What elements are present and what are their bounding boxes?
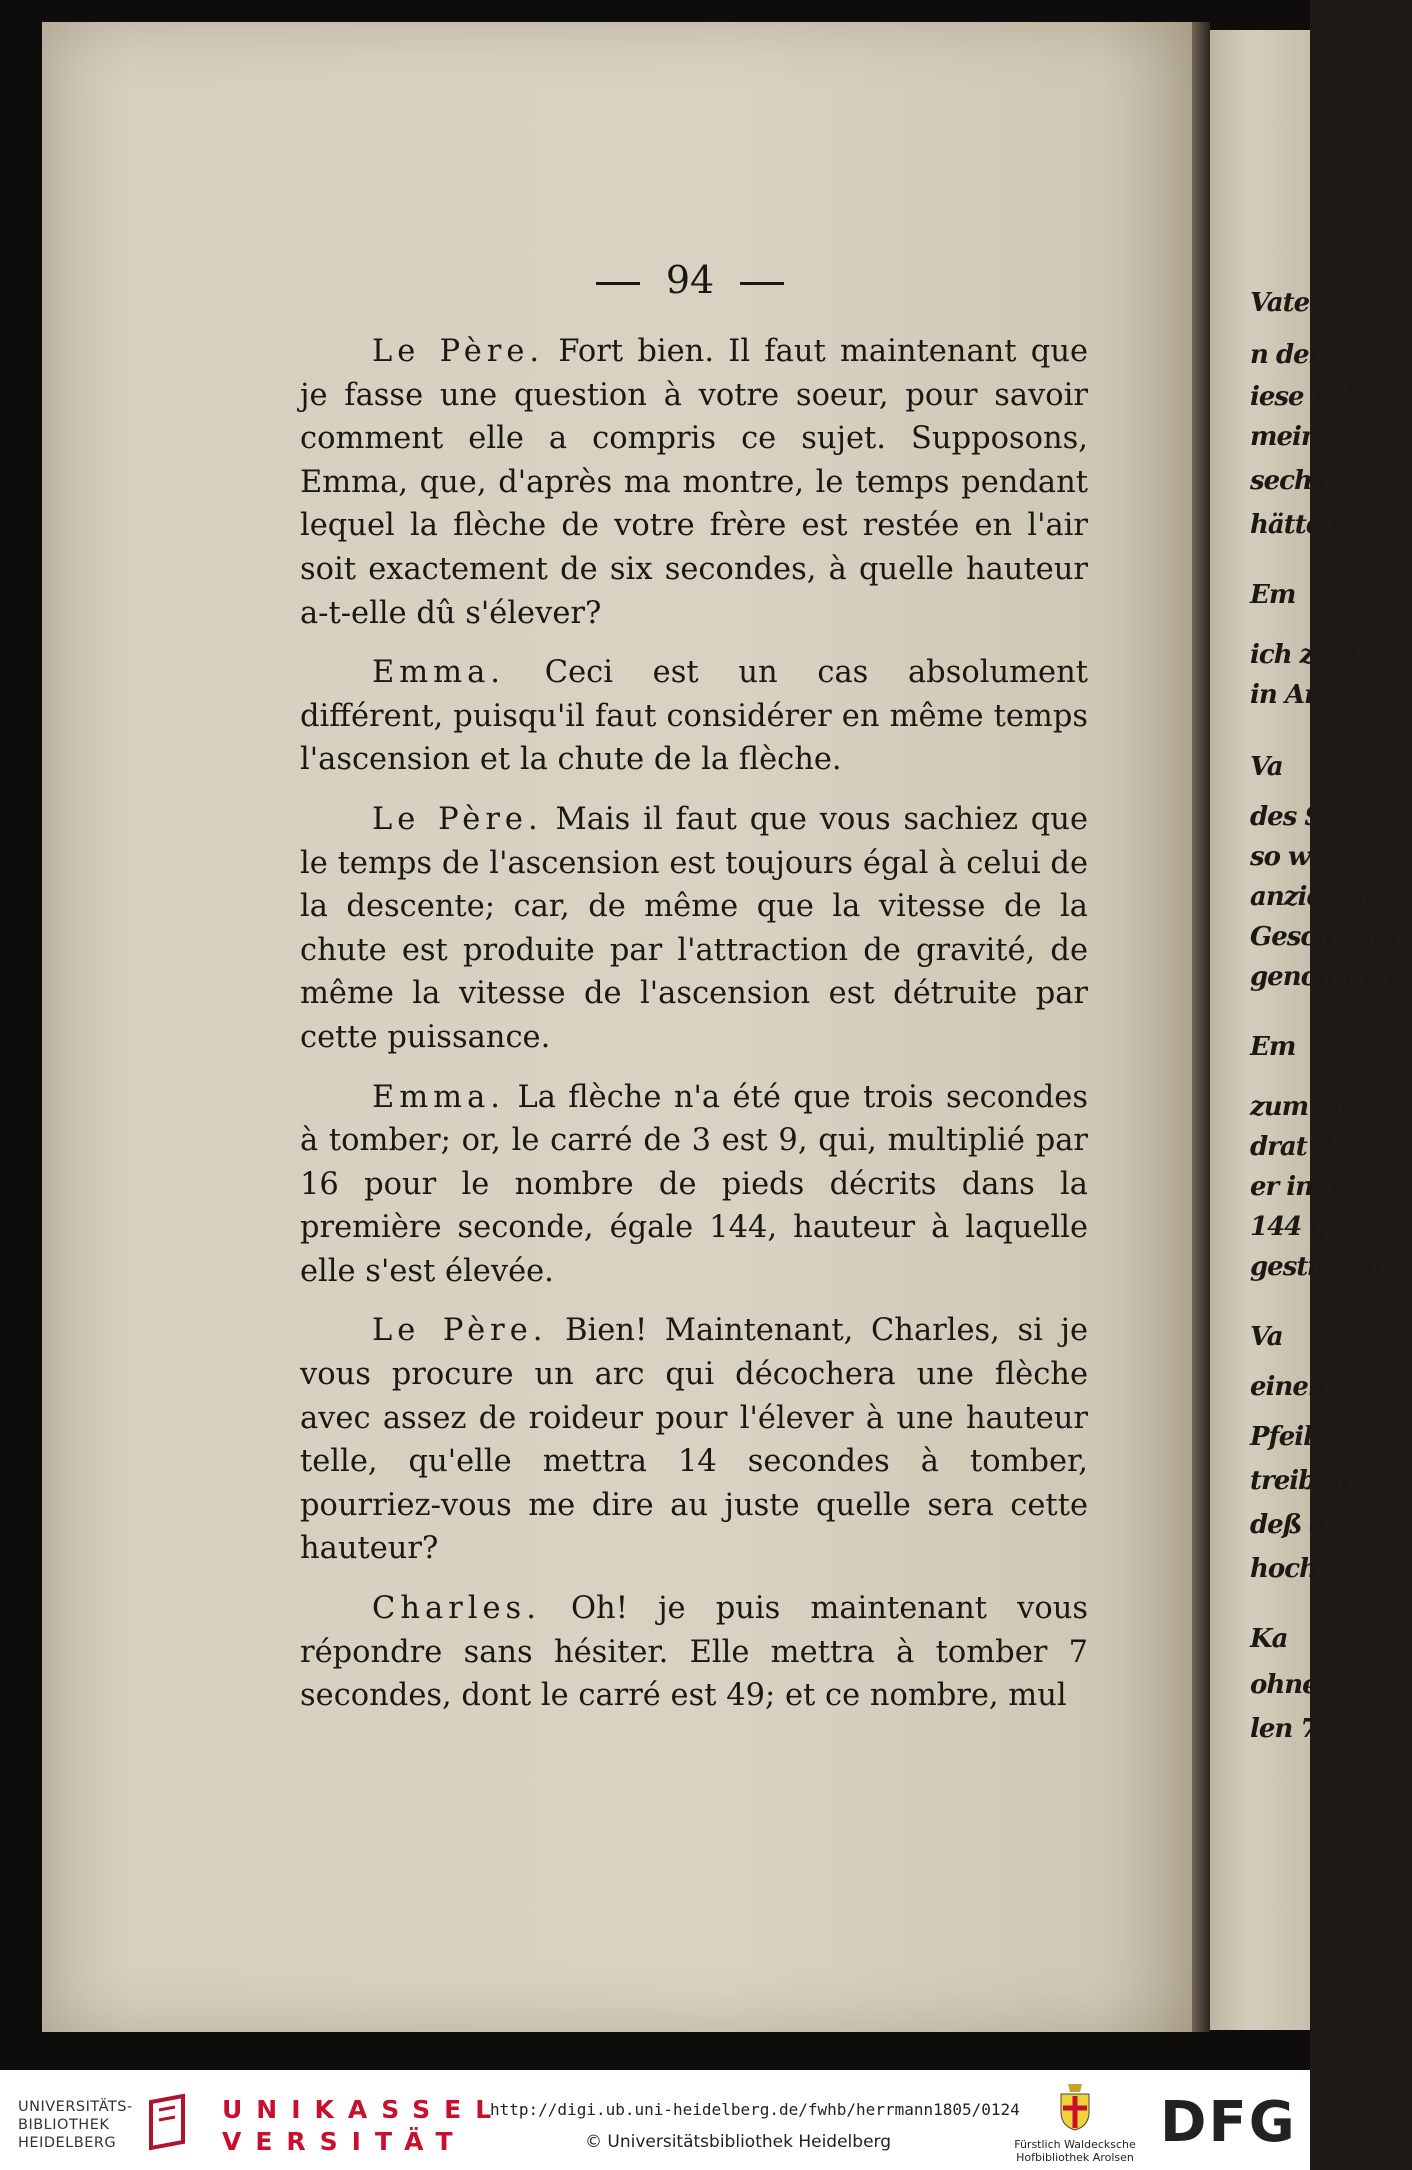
facing-page-fragment: hoch [1250, 1554, 1317, 1584]
speaker-name: Le Père. [372, 801, 543, 837]
speaker-name: Charles. [372, 1591, 541, 1627]
facing-page-fragment: Va [1250, 752, 1283, 782]
facing-page-fragment: len 7 Se [1250, 1714, 1359, 1744]
facing-page-fragment: meiner [1250, 422, 1348, 452]
dialogue-text: La flèche n'a été que trois secondes à tomber; or, le carré de 3 est 9, qui, multiplié par 16 pour le nombre de pieds décrits dans la première seconde, égale 144, hauteur à laquelle elle s'est élevée. [300, 1079, 1088, 1289]
dialogue-paragraph [300, 651, 1088, 782]
facing-page-fragment: genommen. [1250, 962, 1412, 992]
dialogue-text: Ceci est un cas absolument différent, puisqu'il faut considérer en même temps l'ascension et la chute de la flèche. [300, 655, 1088, 778]
dialogue-paragraph [300, 798, 1088, 1060]
speaker-name: Emma. [372, 1079, 505, 1115]
facing-page-fragment: iese Lehr [1250, 382, 1376, 412]
facing-page-fragment: Pfeil [1250, 1422, 1313, 1452]
dialogue-text: Fort bien. Il faut maintenant que je fasse une question à votre soeur, pour savoir comment elle a compris ce sujet. Supposons, Emma, que, d'après ma montre, le temps pendant lequel la flèche de votre frère est restée en l'air soit exactement de six secondes, à quelle hauteur a-t-elle dû s'élever? [300, 334, 1089, 631]
uni-kassel-logo-text: UNIKASSEL VERSITÄT [222, 2095, 506, 2156]
speaker-name: Le Père. [372, 1313, 548, 1349]
facing-page-fragment: drat 9, [1250, 1132, 1340, 1162]
dialogue-text: Oh! je puis maintenant vous répondre sans hésiter. Elle mettra à tomber 7 secondes, dont le carré est 49; et ce nombre, mul [300, 1591, 1088, 1714]
footer-bar [0, 2070, 1310, 2170]
dialogue-paragraph [300, 330, 1088, 635]
copyright-text: © Universitätsbibliothek Heidelberg [585, 2132, 892, 2152]
waldeck-crest-icon [1058, 2082, 1092, 2132]
facing-page-fragment: ich zugl [1250, 640, 1358, 670]
facing-page-fragment: sechs S [1250, 466, 1352, 496]
facing-page-fragment: Em [1250, 1032, 1296, 1062]
ub-heidelberg-name: UNIVERSITÄTS- BIBLIOTHEK HEIDELBERG [18, 2099, 133, 2151]
facing-page-fragment: Vate [1250, 288, 1310, 318]
facing-page-fragment: 144 gle [1250, 1212, 1351, 1242]
book-gutter [1192, 22, 1210, 2032]
facing-page-edge [1210, 30, 1412, 2030]
facing-page-fragment: ohne mi [1250, 1670, 1362, 1700]
dialogue-paragraph [300, 1587, 1088, 1718]
facing-page-fragment: hätte er [1250, 510, 1358, 540]
speaker-name: Emma. [372, 655, 505, 691]
page-number: 94 [540, 258, 840, 302]
dfg-logo: DFG [1160, 2090, 1297, 2155]
facing-page-fragment: er in de [1250, 1172, 1354, 1202]
facing-page-fragment: gestiegen [1250, 1252, 1383, 1282]
facing-page-fragment: zum Fa [1250, 1092, 1349, 1122]
ub-heidelberg-logo-icon [145, 2092, 189, 2150]
facing-page-fragment: Va [1250, 1322, 1283, 1352]
dialogue-paragraph [300, 1076, 1088, 1294]
facing-page-fragment: so wie [1250, 842, 1334, 872]
facing-page-fragment: deß du [1250, 1510, 1345, 1540]
facing-page-fragment: treiben [1250, 1466, 1349, 1496]
facing-page-fragment: in Ans [1250, 680, 1336, 710]
permalink-url[interactable]: http://digi.ub.uni-heidelberg.de/fwhb/herrmann1805/0124 [490, 2100, 1020, 2119]
facing-page-fragment: Ka [1250, 1624, 1288, 1654]
speaker-name: Le Père. [372, 334, 545, 369]
dialogue-text: Bien! Maintenant, Charles, si je vous procure un arc qui décochera une flèche avec assez de roideur pour l'élever à une hauteur telle, qu'elle mettra 14 secondes à tomber, pourriez-vous me dire au juste quelle sera cette hauteur? [300, 1313, 1089, 1567]
page-text [300, 330, 1088, 1734]
facing-page-fragment: des Ste [1250, 802, 1349, 832]
dialogue-text: Mais il faut que vous sachiez que le temps de l'ascension est toujours égal à celui de la descente; car, de même que la vitesse de la chute est produite par l'attraction de gravité, de même la vitesse de l'ascension est détruite par cette puissance. [300, 801, 1088, 1055]
facing-page-fragment: Em [1250, 580, 1296, 610]
facing-page-fragment: n deine [1250, 340, 1351, 370]
facing-page-fragment: einen B [1250, 1372, 1355, 1402]
waldeck-library-name: Fürstlich Waldecksche Hofbibliothek Arolsen [1014, 2138, 1136, 2164]
facing-page-fragment: anziehende [1250, 882, 1407, 912]
dialogue-paragraph [300, 1309, 1088, 1571]
facing-page-fragment: Geschwind [1250, 922, 1399, 952]
